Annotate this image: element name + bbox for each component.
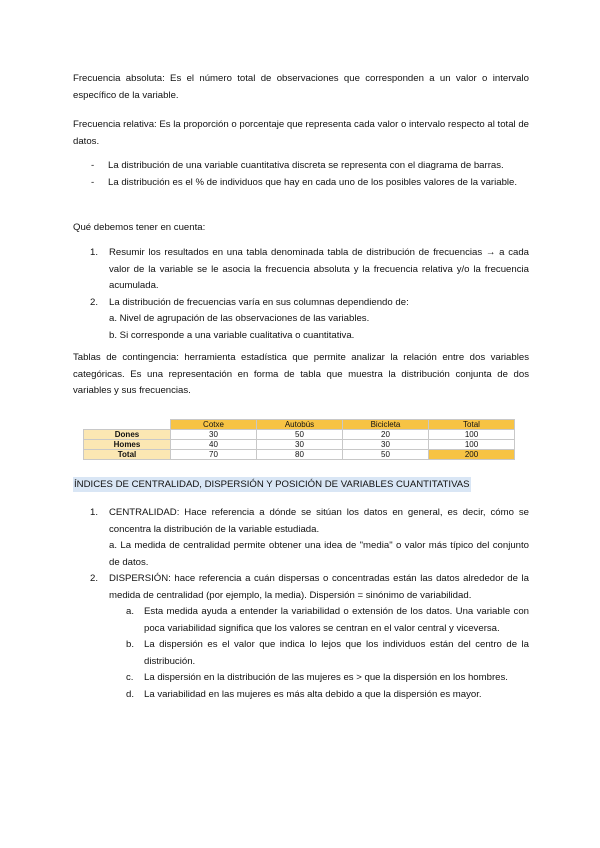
- numbered-list-2: [90, 505, 529, 703]
- table-cell: 40: [171, 440, 257, 450]
- list-number: 2.: [90, 296, 99, 308]
- table-cell-grand-total: 200: [429, 450, 515, 460]
- list-item-text: DISPERSIÓN: hace referencia a cuán dispersas o concentradas están las datos alrededor de la medida de centralidad (por ejemplo, la media). Dispersión = sinónimo de variabilidad.: [109, 573, 529, 601]
- list-item: [90, 245, 529, 295]
- table-header-row: [84, 420, 515, 430]
- list-number: 1.: [90, 247, 99, 258]
- list-item: [90, 505, 529, 571]
- table-cell: 50: [257, 430, 343, 440]
- sub-item-text: La dispersión es el valor que indica lo lejos que los individuos están del centro de la distribución.: [144, 639, 529, 667]
- section-heading: ÍNDICES DE CENTRALIDAD, DISPERSIÓN Y POSICIÓN DE VARIABLES CUANTITATIVAS: [74, 479, 470, 490]
- bullet-list: [91, 158, 529, 191]
- sub-item: b. Si corresponde a una variable cualitativa o cuantitativa.: [109, 329, 355, 341]
- sub-item-letter: d.: [126, 688, 135, 700]
- row-header: Total: [84, 450, 171, 460]
- sub-list: [126, 604, 529, 703]
- list-item: [90, 571, 529, 703]
- table-cell: 20: [343, 430, 429, 440]
- table-cell: 30: [257, 440, 343, 450]
- sub-item: a. La medida de centralidad permite obtener una idea de "media" o valor más típico del conjunto de datos.: [109, 540, 529, 568]
- contingency-table: [83, 419, 515, 460]
- bullet-item: - La distribución es el % de individuos que hay en cada uno de los posibles valores de la variable.: [91, 175, 529, 192]
- column-header: Total: [429, 420, 515, 430]
- sub-item-letter: b.: [126, 639, 135, 650]
- table-corner-cell: [84, 420, 171, 430]
- table-row: [84, 430, 515, 440]
- table-row: [84, 450, 515, 460]
- table-row: [84, 440, 515, 450]
- column-header: Cotxe: [171, 420, 257, 430]
- list-number: 1.: [90, 507, 99, 518]
- sub-item-text: Esta medida ayuda a entender la variabilidad o extensión de los datos. Una variable con poca variabilidad significa que los valores se centran en el valor central y viceversa.: [144, 606, 529, 634]
- list-number: 2.: [90, 573, 99, 584]
- list-item-text: CENTRALIDAD: Hace referencia a dónde se sitúan los datos en general, es decir, cómo se concentra la distribución de la variable estudiada.: [109, 507, 529, 535]
- numbered-list-1: [90, 245, 529, 344]
- table-cell: 100: [429, 440, 515, 450]
- table-cell: 80: [257, 450, 343, 460]
- sub-item: [126, 637, 529, 670]
- table-cell: 30: [343, 440, 429, 450]
- row-header: Homes: [84, 440, 171, 450]
- paragraph-que-debemos: Qué debemos tener en cuenta:: [73, 222, 206, 233]
- paragraph-tablas-contingencia: Tablas de contingencia: herramienta estadística que permite analizar la relación entre dos variables categóricas. Es una representación en forma de tabla que muestra la distribución conjunta de dos variables y sus frecuencias.: [73, 352, 529, 396]
- column-header: Autobús: [257, 420, 343, 430]
- row-header: Dones: [84, 430, 171, 440]
- bullet-item: - La distribución de una variable cuantitativa discreta se representa con el diagrama de barras.: [91, 158, 529, 175]
- table-cell: 100: [429, 430, 515, 440]
- table-cell: 70: [171, 450, 257, 460]
- sub-item-letter: c.: [126, 672, 134, 683]
- list-item-text: Resumir los resultados en una tabla denominada tabla de distribución de frecuencias → a cada valor de la variable se le asocia la frecuencia absoluta y la frecuencia relativa y/o la frecuencia acumulada.: [109, 247, 529, 291]
- sub-item: [126, 687, 529, 704]
- list-item-text: La distribución de frecuencias varía en sus columnas dependiendo de:: [109, 296, 409, 308]
- table-cell: 50: [343, 450, 429, 460]
- sub-item: [126, 670, 529, 687]
- sub-item: [126, 604, 529, 637]
- column-header: Bicicleta: [343, 420, 429, 430]
- list-item: [90, 295, 529, 345]
- sub-item-text: La dispersión en la distribución de las mujeres es > que la dispersión en los hombres.: [144, 672, 508, 683]
- sub-item-letter: a.: [126, 606, 135, 617]
- table-cell: 30: [171, 430, 257, 440]
- paragraph-frecuencia-relativa: Frecuencia relativa: Es la proporción o porcentaje que representa cada valor o intervalo respecto al total de datos.: [73, 119, 529, 147]
- sub-item-text: La variabilidad en las mujeres es más alta debido a que la dispersión es mayor.: [144, 688, 482, 700]
- sub-item: a. Nivel de agrupación de las observaciones de las variables.: [109, 313, 370, 324]
- paragraph-frecuencia-absoluta: Frecuencia absoluta: Es el número total de observaciones que corresponden a un valor o intervalo específico de la variable.: [73, 73, 529, 101]
